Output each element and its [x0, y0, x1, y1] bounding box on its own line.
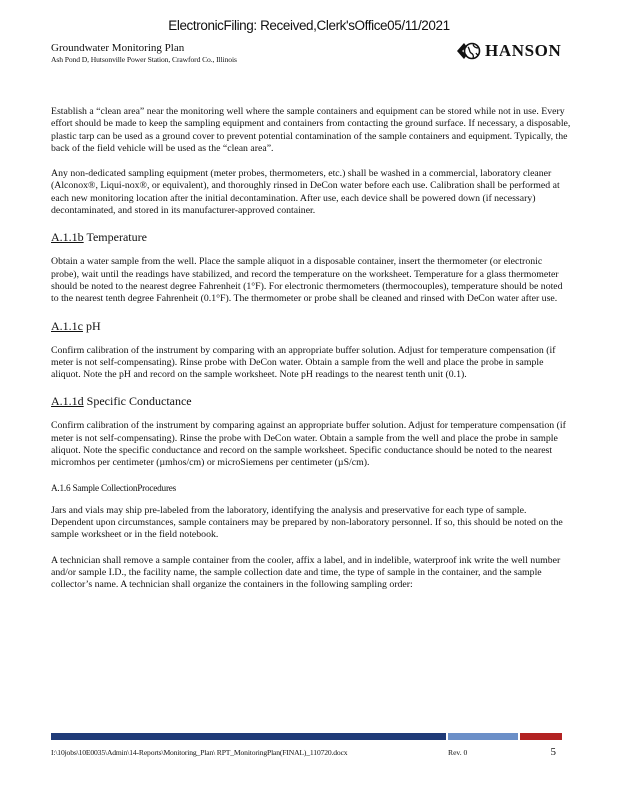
page-number: 5 [550, 746, 556, 758]
heading-sample-collection: A.1.6 Sample CollectionProcedures [51, 482, 177, 493]
section-number: A.1.1d [51, 394, 84, 409]
heading-ph [51, 319, 571, 333]
section-title: Specific Conductance [86, 394, 192, 409]
paragraph-equipment-washing: Any non-dedicated sampling equipment (meter probes, thermometers, etc.) shall be washed in a commercial, laboratory cleaner (Alconox®, Liqui-nox®, or equivalent), and thoroughly rinsed in DeCon water before each use. Calibration shall be performed at each new monitoring location after the initial decontamination. After use, each device shall be powered down (if necessary) decontaminated, and stored in its manufacturer-approved container. [51, 168, 560, 217]
heading-specific-conductance [51, 394, 571, 408]
paragraph-temperature: Obtain a water sample from the well. Place the sample aliquot in a disposable container, insert the thermometer (or electronic probe), wait until the readings have stabilized, and record the temperature on the worksheet. Temperature for a glass thermometer should be noted to the nearest degree Fahrenheit (1°F). For electronic thermometers (thermocouples), temperature should be noted to the nearest tenth degree Fahrenheit (0.1°F). The thermometer or probe shall be cleaned and rinsed with DeCon water after use. [51, 256, 563, 305]
section-title: Temperature [86, 230, 147, 245]
section-title: pH [86, 318, 101, 333]
footer-bar-light [448, 733, 518, 740]
paragraph-specific-conductance: Confirm calibration of the instrument by comparing against an appropriate buffer solution. Adjust for temperature compensation (if meter is not self-compensating). Rinse the probe with DeCon water. Obtain a sample from the well and place the probe in sample aliquot. Note the specific conductance and record on the sample worksheet. Specific conductance should be noted to the nearest micromhos per centimeter (µmhos/cm) or microSiemens per centimeter (µS/cm). [51, 420, 566, 469]
paragraph-clean-area: Establish a “clean area” near the monitoring well where the sample containers and equipment can be stored while not in use. Every effort should be made to keep the sampling equipment and containers from contacting the ground surface. If necessary, a disposable, plastic tarp can be used as a ground cover to prevent potential contamination of the sample containers and equipment. Typically, the back of the field vehicle will be used as the “clean area”. [51, 106, 571, 154]
section-number: A.1.1c [51, 318, 83, 333]
hanson-logo [456, 40, 561, 62]
footer-bar-red [520, 733, 562, 740]
paragraph-ph: Confirm calibration of the instrument by comparing with an appropriate buffer solution. Adjust for temperature compensation (if meter is not self-compensating). Rinse probe with DeCon water. Obtain a sample from the well and place the probe in sample aliquot. Note the pH and record on the sample worksheet. Note pH readings to the nearest tenth unit (0.1). [51, 344, 556, 381]
revision: Rev. 0 [448, 748, 468, 757]
filing-stamp: ElectronicFiling: Received,Clerk'sOffice05/11/2021 [168, 18, 450, 33]
footer-bar-dark [51, 733, 446, 740]
page-header [51, 42, 237, 65]
paragraph-sample-labels: Jars and vials may ship pre-labeled from the laboratory, identifying the analysis and preservative for each type of sample. Dependent upon circumstances, sample containers may be prepared by non-laboratory personnel. If so, this should be noted on the sample worksheet or in the field notebook. [51, 504, 563, 541]
file-path: I:\10jobs\10E0035\Admin\14-Reports\Monitoring_Plan\ RPT_MonitoringPlan(FINAL)_110720.docx [51, 748, 348, 757]
document-title: Groundwater Monitoring Plan [51, 42, 185, 54]
paragraph-sample-order: A technician shall remove a sample container from the cooler, affix a label, and in indelible, waterproof ink write the well number and/or sample I.D., the facility name, the sample collection date and time, the type of sample in the container, and the sample collector’s name. A technician shall organize the containers in the following sampling order: [51, 554, 561, 591]
footer-color-bar [51, 733, 562, 740]
logo-wordmark: HANSON [485, 41, 562, 60]
document-subtitle: Ash Pond D, Hutsonville Power Station, Crawford Co., Illinois [51, 55, 237, 64]
heading-temperature [51, 230, 571, 244]
section-number: A.1.1b [51, 230, 84, 245]
page-body [51, 106, 571, 604]
page-footer [51, 746, 562, 760]
hanson-globe-icon [456, 41, 482, 61]
